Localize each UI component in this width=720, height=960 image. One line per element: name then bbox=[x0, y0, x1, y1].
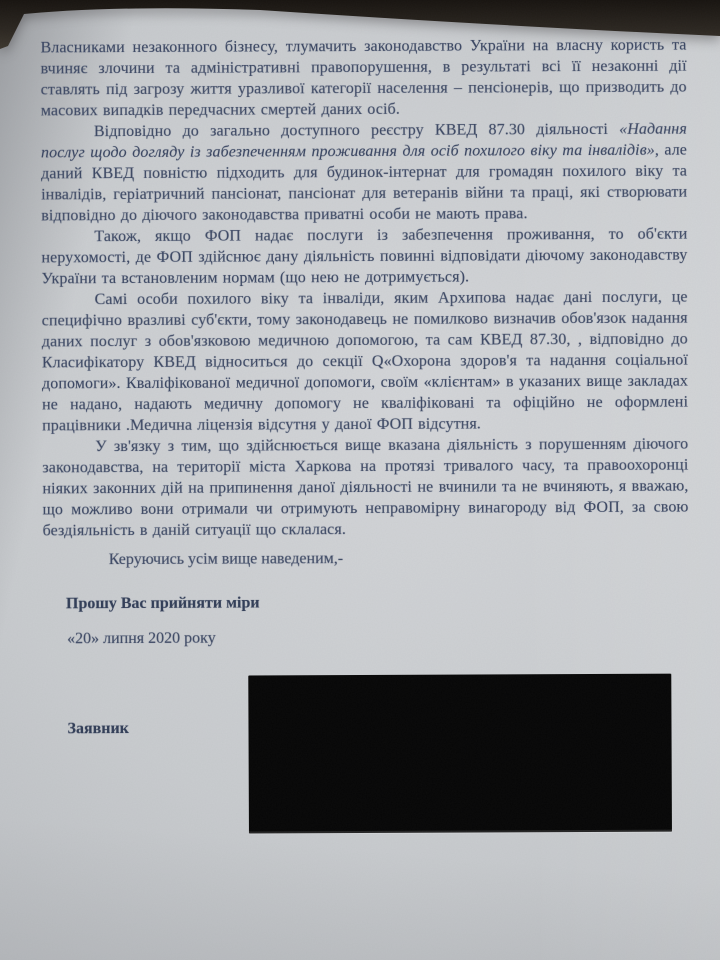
paragraph-2 bbox=[41, 119, 687, 227]
closing-line: Керуючись усім вище наведеним,- bbox=[108, 550, 344, 569]
paragraph-2-suffix: , але даний КВЕД повністю підходить для будинок-інтернат для громадян похилого віку та інвалідів, геріатричний пансіонат, пансіонат для ветеранів війни та праці, які створювати відповідно до діючого законодавства приватні особи не мають права. bbox=[41, 141, 688, 225]
request-line: Прошу Вас прийняти міри bbox=[65, 594, 260, 613]
paragraph-5: У зв'язку з тим, що здійснюється вище вказана діяльність з порушенням діючого законодавства, на території міста Харкова на протязі тривалого часу, та правоохоронці ніяких законних дій на припинення даної діяльності не вчинили та не вчиняють, я вважаю, що можливо вони отримали чи отримують неправомірну винагороду від ФОП, за свою бездіяльність в даній ситуації що склалася. bbox=[42, 435, 689, 540]
paragraph-2-quoted-kved-title: «Надання послуг щодо догляду із забезпеченням проживання для осіб похилого віку та інвалідів» bbox=[40, 120, 687, 162]
paragraph-3: Також, якщо ФОП надає послуги із забезпечення проживання, то об'єкти нерухомості, де ФОП здійснює дану діяльність повинні відповідати діючому законодавству України та встановленим нормам (що нею не дотримується). bbox=[41, 225, 688, 288]
date-line: «20» липня 2020 року bbox=[67, 629, 216, 648]
applicant-label: Заявник bbox=[67, 720, 129, 738]
redaction-box bbox=[248, 674, 672, 834]
paragraph-1: Власниками незаконного бізнесу, тлумачить законодавство України на власну користь та вчиняє злочини та адміністративні правопорушення, в результаті всі її незаконні дії ставлять під загрозу життя уразливої категорії населення – пенсіонерів, що призводить до масових випадків передчасних смертей даних осіб. bbox=[40, 36, 687, 120]
paragraph-2-prefix: Відповідно до загально доступного реєстру КВЕД 87.30 діяльності bbox=[93, 120, 620, 141]
document-body-text bbox=[40, 35, 688, 542]
paragraph-4: Самі особи похилого віку та інваліди, яким Архипова надає дані послуги, це специфічно вразливі суб'єкти, тому законодавець не помилково визначив обов'язок надання даних послуг з обов'язковою медичною допомогою, та сам КВЕД 87.30, , відповідно до Класифікатору КВЕД відноситься до секції Q«Охорона здоров'я та надання соціальної допомоги». Кваліфікованої медичної допомоги, своїм «клієнтам» в указаних вище закладах не надано, надають медичну допомогу не кваліфіковані та офіційно не оформлені працівники .Медична ліцензія відсутня у даної ФОП відсутня. bbox=[41, 288, 689, 435]
